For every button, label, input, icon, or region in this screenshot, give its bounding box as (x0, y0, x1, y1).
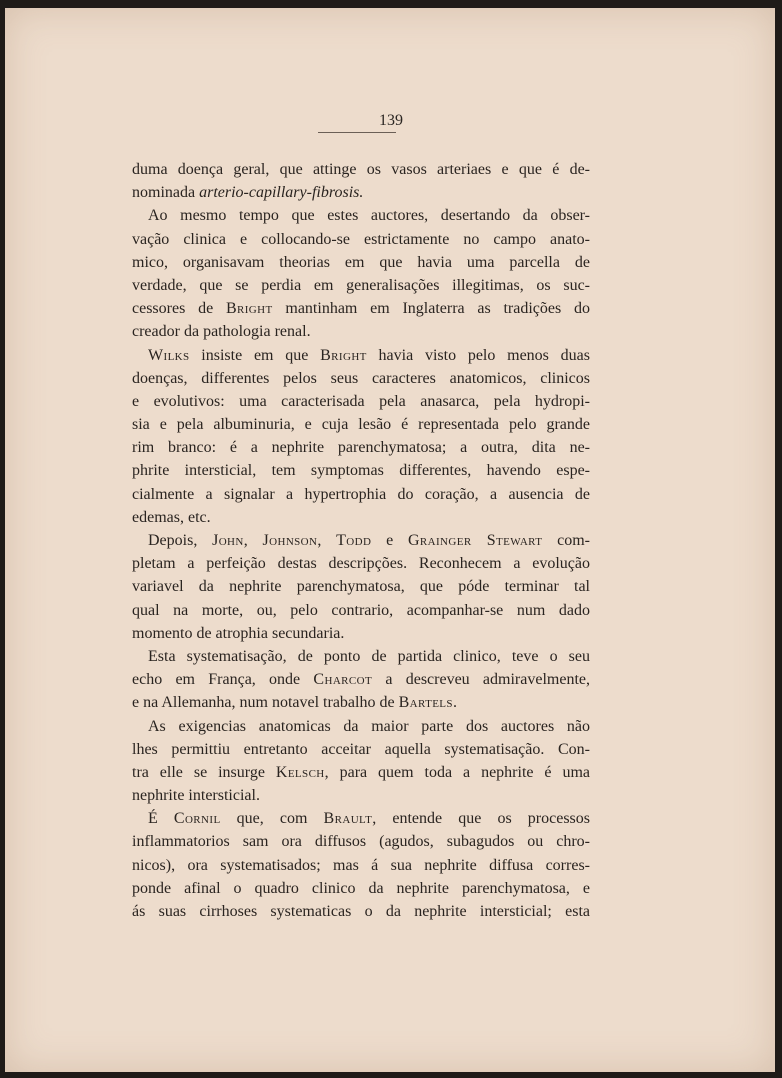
text-line (132, 529, 590, 552)
author-name: Cornil (173, 810, 221, 828)
text-line (132, 320, 590, 343)
text-run: tra elle se insurge (132, 763, 276, 781)
text-run: e na Allemanha, num notavel trabalho de (132, 694, 399, 712)
text-line (132, 506, 590, 529)
text-run: rim branco: é a nephrite parenchymatosa; a outra, dita ne- (132, 439, 590, 457)
text-line (132, 390, 590, 413)
text-run: duma doença geral, que attinge os vasos arteriaes e que é de- (132, 161, 590, 178)
author-name: Todd (336, 532, 372, 549)
text-run: qual na morte, ou, pelo contrario, acompanhar-se num dado (132, 601, 590, 619)
text-run: Ao mesmo tempo que estes auctores, desertando da obser- (148, 207, 590, 225)
text-line (132, 436, 590, 459)
text-run: que, com (220, 810, 324, 828)
text-run: e (371, 532, 408, 549)
author-name: Bartels (398, 694, 453, 712)
text-run: creador da pathologia renal. (132, 323, 311, 341)
header-rule (318, 132, 396, 133)
text-run: com- (542, 532, 591, 549)
text-run: cialmente a signalar a hypertrophia do coração, a ausencia de (132, 485, 590, 503)
text-run: , (243, 532, 263, 549)
italic-term: arterio-capillary-fibrosis. (199, 184, 364, 202)
text-run: vação clinica e collocando-se estrictamente no campo anato- (132, 230, 590, 248)
text-line (132, 761, 590, 784)
text-line (132, 158, 590, 181)
text-run: nephrite intersticial. (132, 787, 260, 805)
text-run: É (148, 810, 174, 828)
text-line (132, 668, 590, 691)
body-text (132, 158, 590, 923)
text-run: Depois, (148, 532, 213, 549)
text-line (132, 274, 590, 297)
page-number: 139 (379, 112, 403, 129)
text-line (132, 691, 590, 714)
text-run: lhes permittiu entretanto acceitar aquella systematisação. Con- (132, 740, 590, 758)
text-line (132, 622, 590, 645)
text-run: e evolutivos: uma caracterisada pela anasarca, pela hydropi- (132, 392, 590, 410)
text-line (132, 459, 590, 482)
text-line (132, 575, 590, 598)
text-run: a descreveu admiravelmente, (372, 671, 590, 689)
text-line (132, 645, 590, 668)
text-run: As exigencias anatomicas da maior parte dos auctores não (148, 717, 590, 735)
text-run: momento de atrophia secundaria. (132, 624, 345, 642)
author-name: Bright (320, 346, 367, 364)
text-line (132, 715, 590, 738)
text-line (132, 413, 590, 436)
author-name: Kelsch (275, 763, 325, 781)
author-name: Brault (323, 810, 373, 828)
text-run: cessores de (132, 300, 226, 318)
author-name: Bright (225, 300, 273, 318)
text-run: inflammatorios sam ora diffusos (agudos, subagudos ou chro- (132, 833, 590, 851)
text-run: edemas, etc. (132, 508, 211, 526)
text-line (132, 344, 590, 367)
text-run: nicos), ora systematisados; mas á sua nephrite diffusa corres- (132, 856, 590, 874)
text-run: ponde afinal o quadro clinico da nephrite parenchymatosa, e (132, 879, 590, 897)
text-run: insiste em que (189, 346, 321, 364)
text-run: phrite intersticial, tem symptomas differentes, havendo espe- (132, 462, 590, 480)
text-run: variavel da nephrite parenchymatosa, que póde terminar tal (132, 578, 590, 596)
text-line (132, 367, 590, 390)
author-name: John (212, 532, 244, 549)
text-run: nominada (132, 184, 200, 202)
text-line (132, 251, 590, 274)
text-line (132, 181, 590, 204)
text-run: pletam a perfeição destas descripções. Reconhecem a evolução (132, 555, 590, 573)
text-run: ás suas cirrhoses systematicas o da nephrite intersticial; esta (132, 903, 590, 920)
text-line (132, 854, 590, 877)
text-run: Esta systematisação, de ponto de partida clinico, teve o seu (148, 647, 590, 665)
text-run: mantinham em Inglaterra as tradições do (272, 300, 590, 318)
author-name: Grainger Stewart (407, 532, 543, 549)
text-run: , (317, 532, 337, 549)
text-run: havia visto pelo menos duas (366, 346, 590, 364)
text-line (132, 784, 590, 807)
text-line (132, 204, 590, 227)
text-line (132, 807, 590, 830)
text-run: verdade, que se perdia em generalisações illegitimas, os suc- (132, 276, 590, 294)
text-run: , entende que os processos (372, 810, 590, 828)
text-line (132, 738, 590, 761)
text-run: . (452, 694, 457, 712)
text-line (132, 483, 590, 506)
text-line (132, 877, 590, 900)
text-run: sia e pela albuminuria, e cuja lesão é representada pelo grande (132, 416, 590, 434)
text-run: mico, organisavam theorias em que havia uma parcella de (132, 253, 590, 271)
text-line (132, 228, 590, 251)
text-line (132, 599, 590, 622)
text-line (132, 552, 590, 575)
text-line (132, 830, 590, 853)
author-name: Charcot (313, 671, 373, 689)
text-run: doenças, differentes pelos seus caracteres anatomicos, clinicos (132, 369, 590, 387)
text-run: , para quem toda a nephrite é uma (324, 763, 591, 781)
author-name: Johnson (262, 532, 318, 549)
text-line (132, 900, 590, 923)
author-name: Wilks (148, 346, 190, 364)
text-run: echo em França, onde (132, 671, 314, 689)
text-line (132, 297, 590, 320)
